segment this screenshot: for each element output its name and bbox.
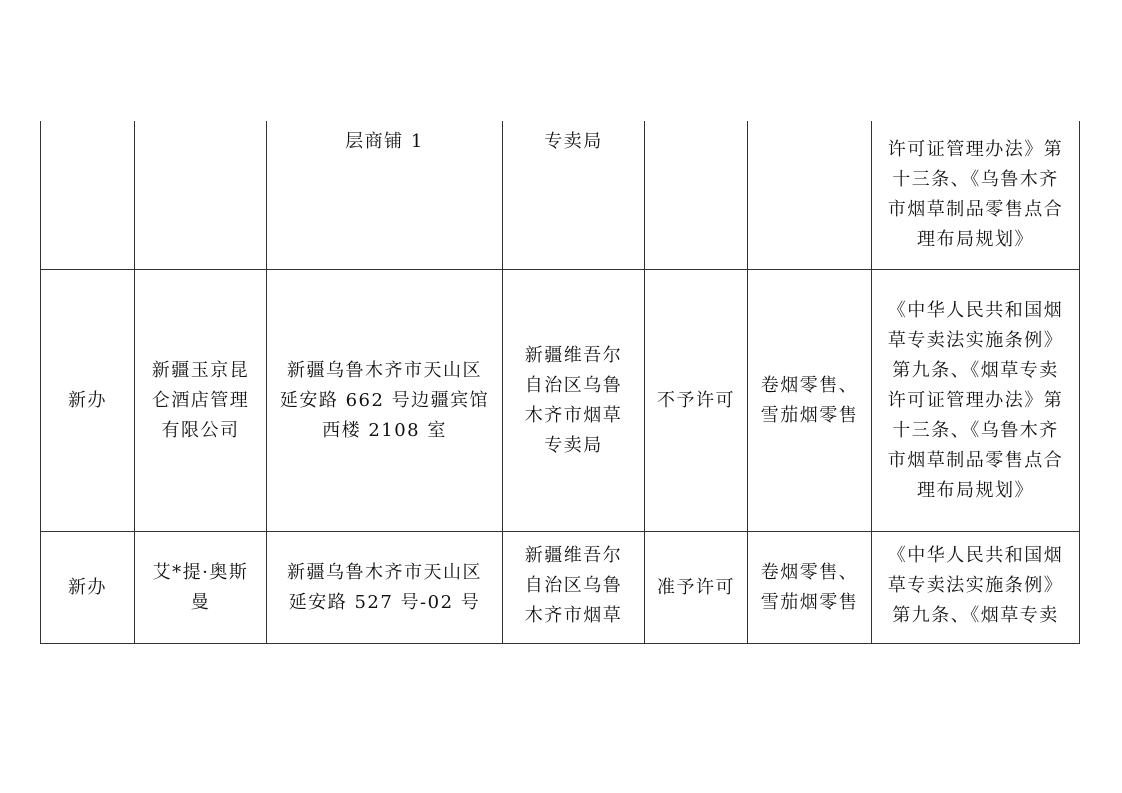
- basis-line: 理布局规划》: [917, 479, 1034, 501]
- basis-line: 草专卖法实施条例》: [887, 329, 1064, 351]
- authority-line: 木齐市烟草: [524, 605, 623, 626]
- cell-address: [267, 127, 502, 269]
- cell-basis: [872, 121, 1079, 269]
- basis-line: 《中华人民共和国烟: [887, 545, 1064, 566]
- type-text: 新办: [68, 576, 107, 598]
- basis-line: 十三条、《乌鲁木齐: [892, 169, 1059, 190]
- authority-line: 新疆维吾尔: [524, 344, 623, 366]
- cell-address: [267, 270, 502, 531]
- decision-text: 不予许可: [657, 389, 735, 411]
- decision-text: 准予许可: [657, 576, 735, 598]
- table-bottom-border: [40, 643, 1080, 644]
- name-line: 艾*提·奥斯: [152, 561, 249, 583]
- authority-line: 专卖局: [544, 131, 603, 152]
- scope-line: 卷烟零售、: [760, 561, 859, 583]
- cell-basis: [872, 270, 1079, 531]
- cell-authority: [503, 270, 644, 531]
- name-line: 仑酒店管理: [151, 389, 250, 411]
- cell-address: [267, 532, 502, 643]
- cell-decision: [645, 270, 747, 531]
- address-line: 延安路 527 号-02 号: [288, 591, 481, 613]
- authority-line: 自治区乌鲁: [524, 575, 623, 596]
- basis-line: 许可证管理办法》第: [887, 389, 1064, 411]
- authority-line: 新疆维吾尔: [524, 545, 623, 566]
- scope-line: 雪茄烟零售: [760, 591, 859, 613]
- basis-line: 市烟草制品零售点合: [887, 199, 1064, 220]
- basis-line: 市烟草制品零售点合: [887, 449, 1064, 471]
- license-table: [40, 121, 1080, 644]
- authority-line: 专卖局: [544, 434, 603, 456]
- scope-line: 雪茄烟零售: [760, 404, 859, 426]
- cell-type: [41, 270, 134, 531]
- cell-name: [135, 532, 266, 643]
- authority-line: 木齐市烟草: [524, 404, 623, 426]
- basis-line: 第九条、《烟草专卖: [892, 605, 1059, 626]
- address-line: 西楼 2108 室: [322, 419, 447, 441]
- address-line: 层商铺 1: [345, 131, 424, 152]
- name-line: 新疆玉京昆: [151, 359, 250, 381]
- cell-type: [41, 121, 134, 269]
- cell-scope: [748, 532, 871, 643]
- basis-line: 十三条、《乌鲁木齐: [892, 419, 1059, 441]
- cell-type: [41, 532, 134, 643]
- cell-decision: [645, 532, 747, 643]
- cell-authority: [503, 127, 644, 269]
- name-line: 有限公司: [161, 419, 240, 441]
- name-line: 曼: [190, 591, 211, 613]
- column-divider: [1079, 121, 1080, 644]
- cell-name: [135, 270, 266, 531]
- cell-scope: [748, 270, 871, 531]
- basis-line: 许可证管理办法》第: [887, 139, 1064, 160]
- basis-line: 第九条、《烟草专卖: [892, 359, 1059, 381]
- basis-line: 《中华人民共和国烟: [887, 299, 1064, 321]
- cell-basis: [872, 541, 1079, 643]
- address-line: 新疆乌鲁木齐市天山区: [287, 359, 482, 381]
- authority-line: 自治区乌鲁: [524, 374, 623, 396]
- cell-authority: [503, 541, 644, 643]
- address-line: 延安路 662 号边疆宾馆: [279, 389, 490, 411]
- address-line: 新疆乌鲁木齐市天山区: [287, 561, 482, 583]
- type-text: 新办: [68, 389, 107, 411]
- scope-line: 卷烟零售、: [760, 374, 859, 396]
- basis-line: 草专卖法实施条例》: [887, 575, 1064, 596]
- basis-line: 理布局规划》: [917, 229, 1034, 250]
